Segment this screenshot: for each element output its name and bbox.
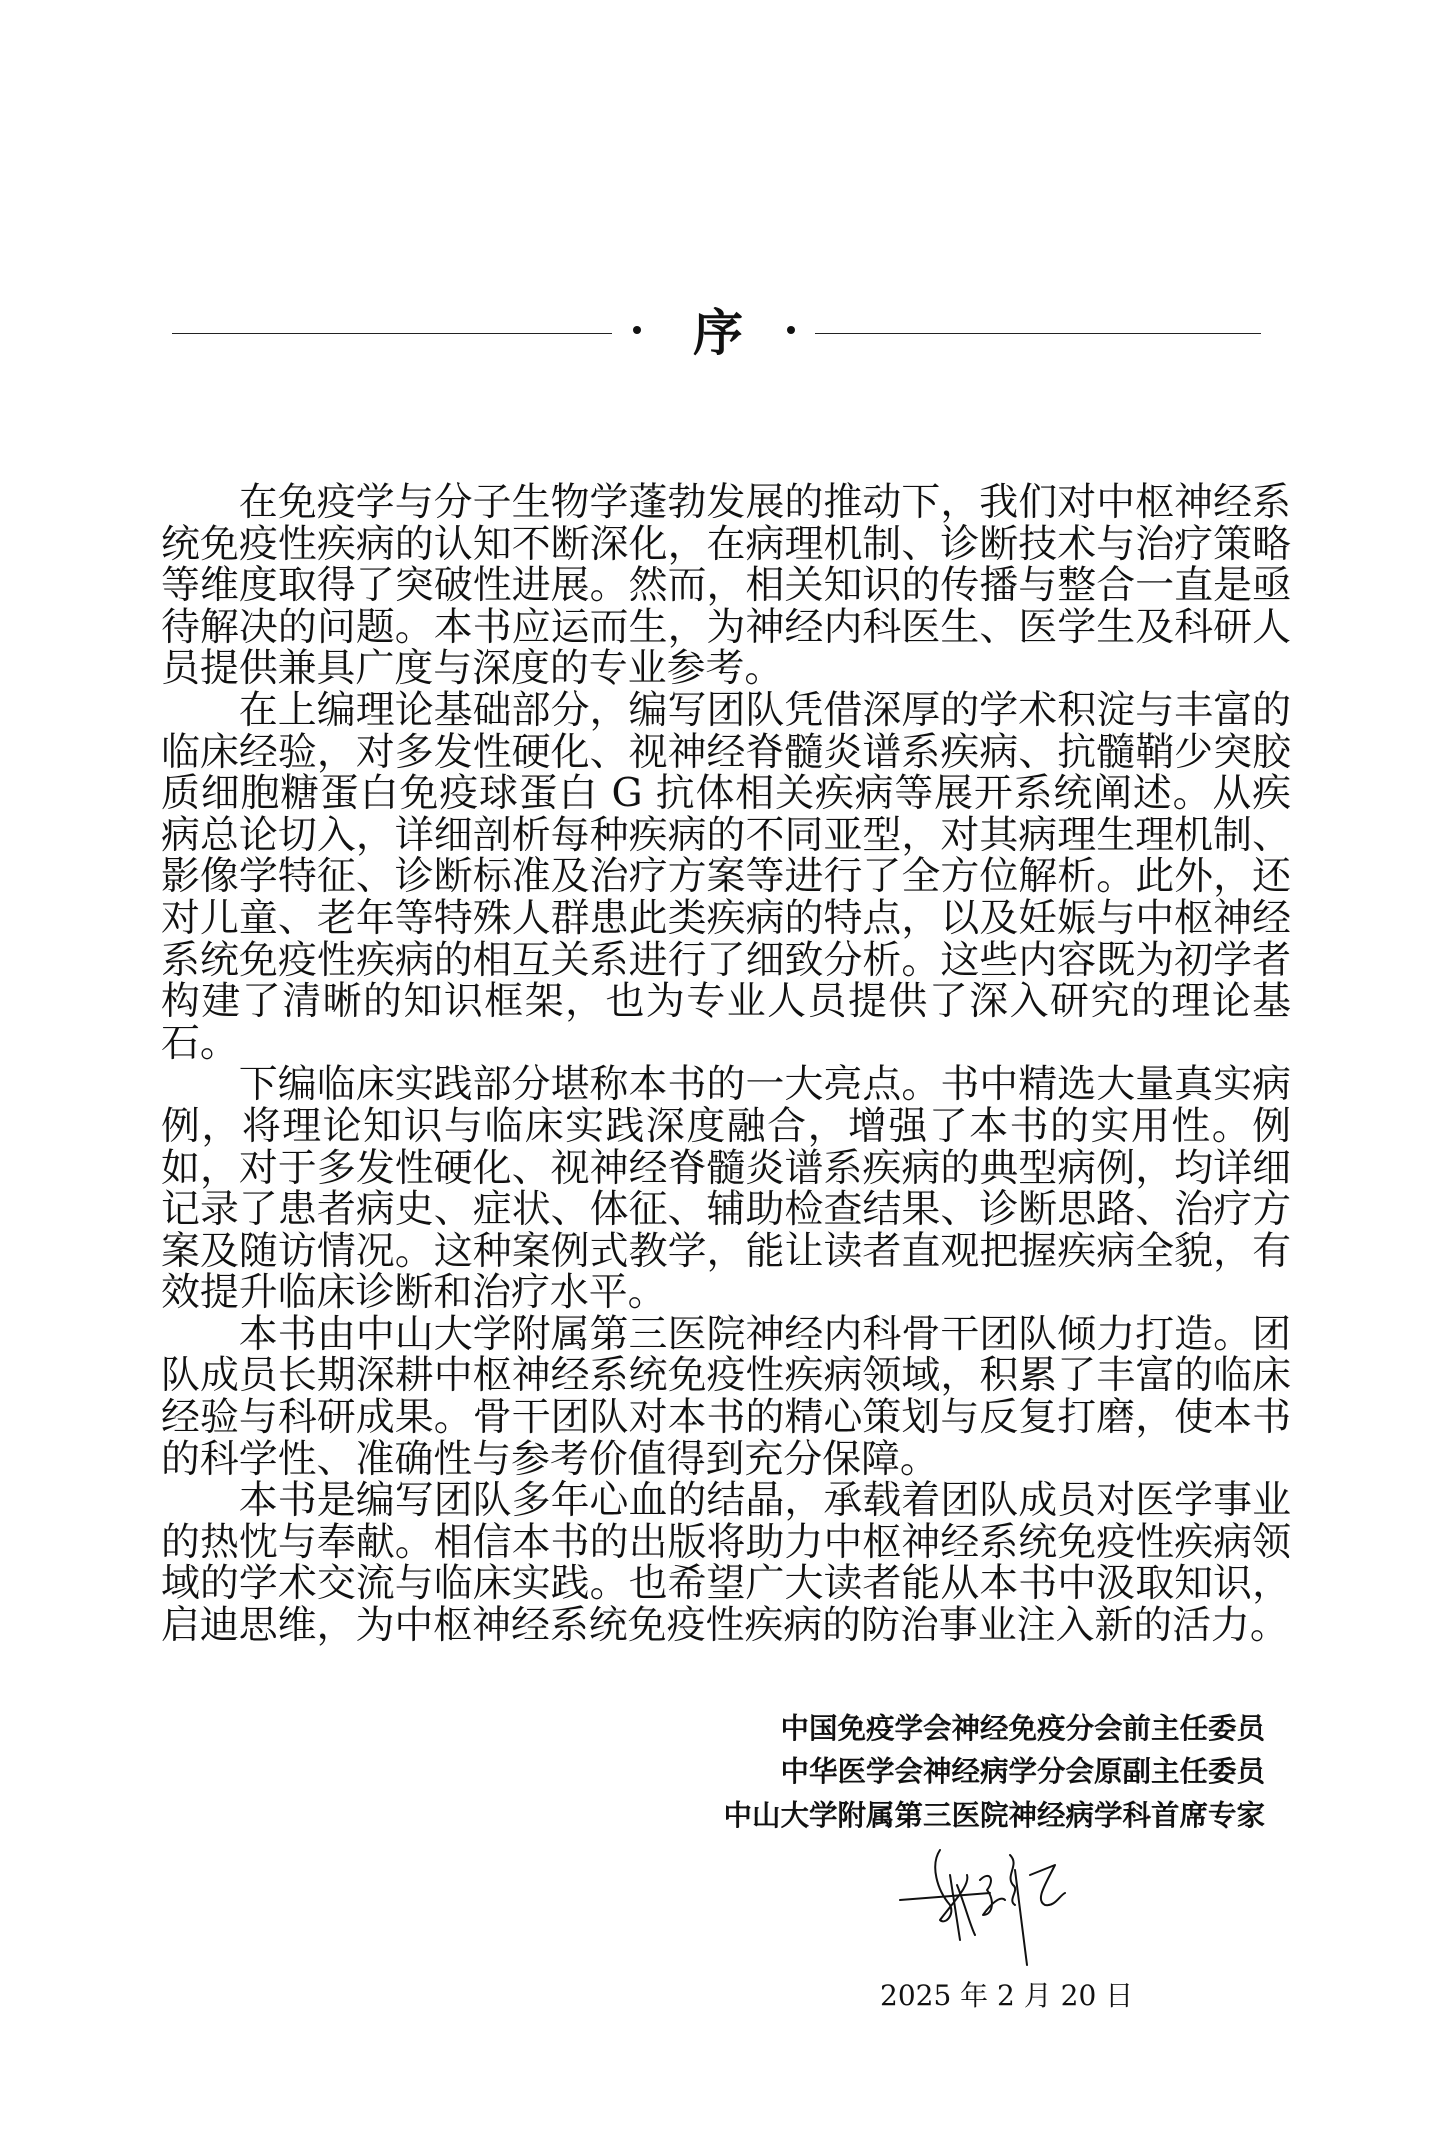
paragraph: 本书由中山大学附属第三医院神经内科骨干团队倾力打造。团队成员长期深耕中枢神经系统免疫性疾病领域，积累了丰富的临床经验与科研成果。骨干团队对本书的精心策划与反复打磨，使本书的科学性、准确性与参考价值得到充分保障。 [161, 1311, 1291, 1482]
date: 2025 年 2 月 20 日 [880, 1979, 1134, 2013]
preface-body [161, 482, 1291, 1647]
author-title: 中山大学附属第三医院神经病学科首席专家 [723, 1798, 1265, 1832]
handwritten-signature [895, 1845, 1095, 1970]
author-title: 中华医学会神经病学分会原副主任委员 [780, 1755, 1265, 1789]
paragraph: 在免疫学与分子生物学蓬勃发展的推动下，我们对中枢神经系统免疫性疾病的认知不断深化，在病理机制、诊断技术与治疗策略等维度取得了突破性进展。然而，相关知识的传播与整合一直是亟待解决的问题。本书应运而生，为神经内科医生、医学生及科研人员提供兼具广度与深度的专业参考。 [161, 480, 1291, 692]
paragraph: 本书是编写团队多年心血的结晶，承载着团队成员对医学事业的热忱与奉献。相信本书的出版将助力中枢神经系统免疫性疾病领域的学术交流与临床实践。也希望广大读者能从本书中汲取知识，启迪思维，为中枢神经系统免疫性疾病的防治事业注入新的活力。 [161, 1478, 1291, 1649]
paragraph: 在上编理论基础部分，编写团队凭借深厚的学术积淀与丰富的临床经验，对多发性硬化、视神经脊髓炎谱系疾病、抗髓鞘少突胶质细胞糖蛋白免疫球蛋白 G 抗体相关疾病等展开系统阐述。从疾病总论切入，详细剖析每种疾病的不同亚型，对其病理生理机制、影像学特征、诊断标准及治疗方案等进行了全方位解析。此外，还对儿童、老年等特殊人群患此类疾病的特点，以及妊娠与中枢神经系统免疫性疾病的相互关系进行了细致分析。这些内容既为初学者构建了清晰的知识框架，也为专业人员提供了深入研究的理论基石。 [161, 687, 1291, 1066]
page-title: 序 [693, 303, 743, 362]
author-titles [723, 1707, 1265, 1838]
paragraph: 下编临床实践部分堪称本书的一大亮点。书中精选大量真实病例，将理论知识与临床实践深度融合，增强了本书的实用性。例如，对于多发性硬化、视神经脊髓炎谱系疾病的典型病例，均详细记录了患者病史、症状、体征、辅助检查结果、诊断思路、治疗方案及随访情况。这种案例式教学，能让读者直观把握疾病全貌，有效提升临床诊断和治疗水平。 [161, 1062, 1291, 1316]
author-title: 中国免疫学会神经免疫分会前主任委员 [780, 1711, 1265, 1745]
